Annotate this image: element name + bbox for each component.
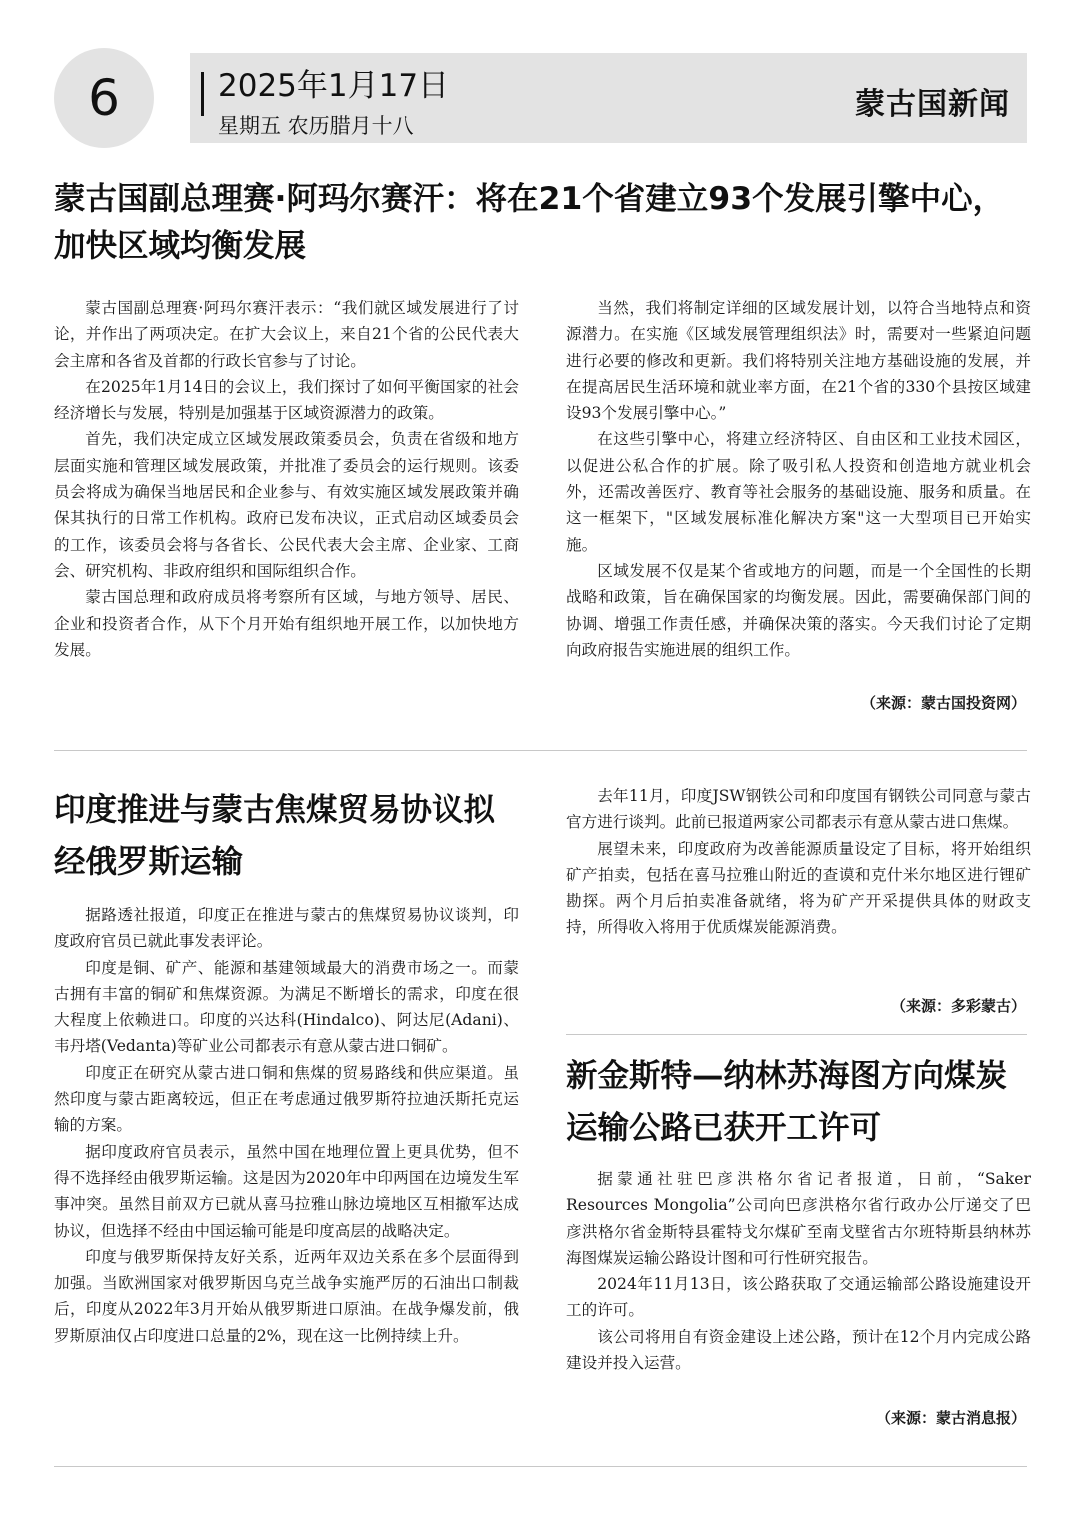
page-number-text: 6	[88, 69, 120, 127]
article1-source: （来源：蒙古国投资网）	[860, 694, 1026, 712]
article1-paragraph: 蒙古国副总理赛·阿玛尔赛汗表示：“我们就区域发展进行了讨论，并作出了两项决定。在扩大会议上，来自21个省的公民代表大会主席和各省及首都的行政长官参与了讨论。	[54, 299, 519, 370]
article1-paragraph: 在这些引擎中心，将建立经济特区、自由区和工业技术园区，以促进公私合作的扩展。除了吸引私人投资和创造地方就业机会外，还需改善医疗、教育等社会服务的基础设施、服务和质量。在这一框架下，"区域发展标准化解决方案"这一大型项目已开始实施。	[566, 430, 1031, 554]
article2-left-column	[54, 902, 519, 1349]
article2-right-column	[566, 783, 1031, 941]
article1-title: 蒙古国副总理赛·阿玛尔赛汗：将在21个省建立93个发展引擎中心，加快区域均衡发展	[54, 181, 1005, 264]
article2-paragraph: 印度正在研究从蒙古进口铜和焦煤的贸易路线和供应渠道。虽然印度与蒙古距离较远，但正在考虑通过俄罗斯符拉迪沃斯托克运输的方案。	[54, 1063, 519, 1135]
article2-source: （来源：多彩蒙古）	[890, 997, 1026, 1015]
article2-paragraph: 印度与俄罗斯保持友好关系，近两年双边关系在多个层面得到加强。当欧洲国家对俄罗斯因乌克兰战争实施严厉的石油出口制裁后，印度从2022年3月开始从俄罗斯进口原油。在战争爆发前，俄罗斯原油仅占印度进口总量的2%，现在这一比例持续上升。	[54, 1247, 519, 1345]
section-divider	[54, 750, 1027, 751]
article1-paragraph: 在2025年1月14日的会议上，我们探讨了如何平衡国家的社会经济增长与发展，特别是加强基于区域资源潜力的政策。	[54, 377, 519, 423]
article1-paragraph: 当然，我们将制定详细的区域发展计划，以符合当地特点和资源潜力。在实施《区域发展管理组织法》时，需要对一些紧迫问题进行必要的修改和更新。我们将特别关注地方基础设施的发展，并在提高居民生活环境和就业率方面，在21个省的330个县按区域建设93个发展引擎中心。”	[566, 299, 1031, 423]
header-rule	[201, 72, 204, 116]
article3-paragraph: 据蒙通社驻巴彦洪格尔省记者报道，日前，“Saker Resources Mongolia”公司向巴彦洪格尔省行政办公厅递交了巴彦洪格尔省金斯特县霍特戈尔煤矿至南戈壁省古尔班特斯县纳林苏海图煤炭运输公路设计图和可行性研究报告。	[566, 1170, 1031, 1267]
header-section-title: 蒙古国新闻	[855, 87, 1010, 122]
column-divider	[566, 1034, 1027, 1035]
article2-paragraph: 去年11月，印度JSW钢铁公司和印度国有钢铁公司同意与蒙古官方进行谈判。此前已报道两家公司都表示有意从蒙古进口焦煤。	[566, 787, 1031, 832]
bottom-divider	[54, 1466, 1027, 1467]
article1-paragraph: 蒙古国总理和政府成员将考察所有区域，与地方领导、居民、企业和投资者合作，从下个月开始有组织地开展工作，以加快地方发展。	[54, 588, 519, 659]
article3-paragraph: 该公司将用自有资金建设上述公路，预计在12个月内完成公路建设并投入运营。	[566, 1327, 1031, 1373]
article2-paragraph: 印度是铜、矿产、能源和基建领域最大的消费市场之一。而蒙古拥有丰富的铜矿和焦煤资源。为满足不断增长的需求，印度在很大程度上依赖进口。印度的兴达科(Hindalco)、阿达尼(Adani)、韦丹塔(Vedanta)等矿业公司都表示有意从蒙古进口铜矿。	[54, 958, 519, 1056]
article1-paragraph: 首先，我们决定成立区域发展政策委员会，负责在省级和地方层面实施和管理区域发展政策，并批准了委员会的运行规则。该委员会将成为确保当地居民和企业参与、有效实施区域发展政策并确保其执行的日常工作机构。政府已发布决议，正式启动区域委员会的工作，该委员会将与各省长、公民代表大会主席、企业家、工商会、研究机构、非政府组织和国际组织合作。	[54, 430, 519, 580]
article2-paragraph: 展望未来，印度政府为改善能源质量设定了目标，将开始组织矿产拍卖，包括在喜马拉雅山附近的查谟和克什米尔地区进行锂矿勘探。两个月后拍卖准备就绪，将为矿产开采提供具体的财政支持，所得收入将用于优质煤炭能源消费。	[566, 839, 1031, 937]
page-number	[54, 48, 154, 148]
article1-left-column	[54, 295, 519, 663]
article1-right-column	[566, 295, 1031, 663]
header-date: 2025年1月17日	[218, 68, 450, 104]
header-weekday-lunar: 星期五 农历腊月十八	[218, 114, 414, 138]
article2-paragraph: 据印度政府官员表示，虽然中国在地理位置上更具优势，但不得不选择经由俄罗斯运输。这是因为2020年中印两国在边境发生军事冲突。虽然目前双方已就从喜马拉雅山脉边境地区互相撤军达成协议，但选择不经由中国运输可能是印度高层的战略决定。	[54, 1142, 519, 1240]
article3-title: 新金斯特—纳林苏海图方向煤炭运输公路已获开工许可	[566, 1058, 1008, 1146]
article2-title: 印度推进与蒙古焦煤贸易协议拟经俄罗斯运输	[54, 792, 496, 880]
article3-column	[566, 1166, 1031, 1376]
article3-paragraph: 2024年11月13日，该公路获取了交通运输部公路设施建设开工的许可。	[566, 1275, 1031, 1320]
article3-source: （来源：蒙古消息报）	[875, 1409, 1026, 1427]
article2-paragraph: 据路透社报道，印度正在推进与蒙古的焦煤贸易协议谈判，印度政府官员已就此事发表评论。	[54, 906, 519, 951]
article1-paragraph: 区域发展不仅是某个省或地方的问题，而是一个全国性的长期战略和政策，旨在确保国家的均衡发展。因此，需要确保部门间的协调、增强工作责任感，并确保决策的落实。今天我们讨论了定期向政府报告实施进展的组织工作。	[566, 561, 1031, 659]
